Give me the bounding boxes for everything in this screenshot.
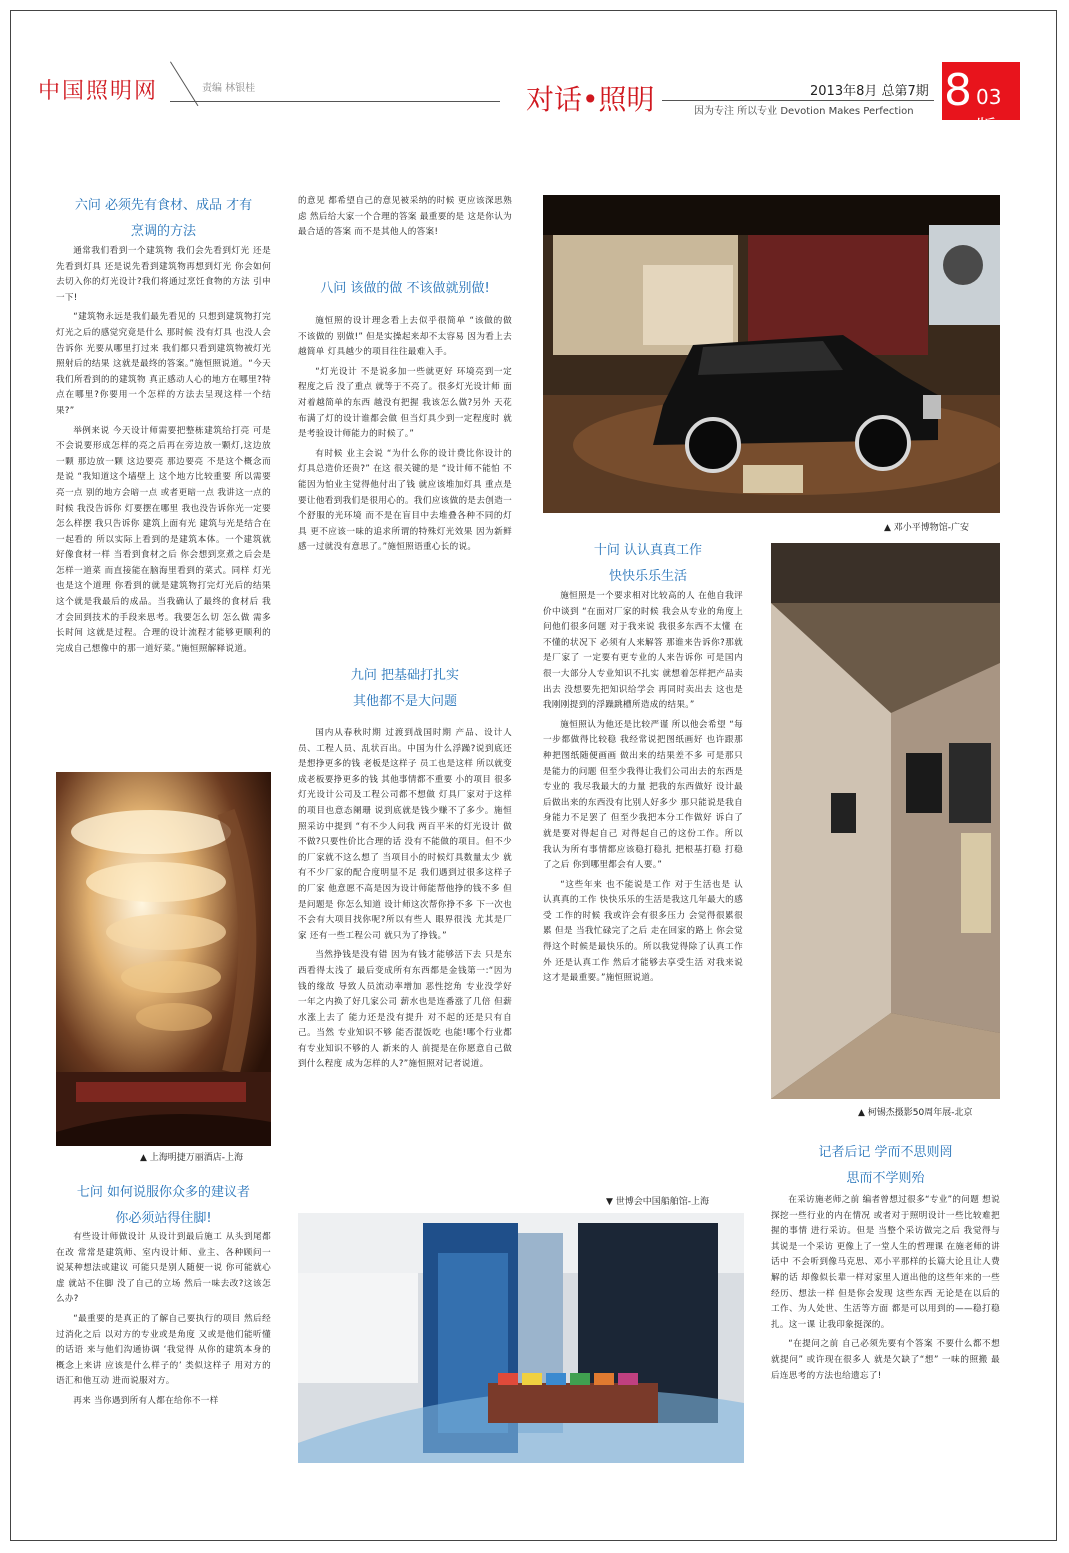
paragraph: 国内从春秋时期 过渡到战国时期 产品、设计人员、工程人员、乱状百出。中国为什么浮躁?说到底还是想挣更多的钱 老板是这样子 员工也是这样 所以就变成老板要挣更多的钱 其他事情都不重要 小的项目 很多灯光设计公司及工程公司都不想做 灯具厂家对于这样的项目也意态阑珊 说到底就是钱少赚不了多少。施恒照采访中提到 “有不少人问我 两百平米的灯光设计 做不做?只要性价比合理的话 没有不能做的项目。但不少的厂家就不这么想了 当项目小的时候灯具数量太少 就有不少厂家的配合度明显不足 我们遇到过很多这样子的厂家 他意愿不高是因为设计师能帮他挣的钱不多 但是问题是 你怎么知道 设计师这次帮你挣不多 下一次也不会有大项目找你呢?所以有些人 眼界很浅 尤其是厂家 还有一些工程公司 就只为了挣钱。” <box>298 728 512 941</box>
page-number: 8 <box>944 65 972 116</box>
photo-exhibition-hall <box>771 543 1000 1099</box>
paragraph: 施恒照是一个要求相对比较高的人 在他自我评价中谈到 “在面对厂家的时候 我会从专业的角度上问他们很多问题 对于我来说 我很多东西不太懂 在不懂的状况下 必须有人来解答 那谁来告诉你?那就是厂家了 一定要有更专业的人来告诉你 可是国内很一大部分人专业知识不扎实 就想着怎样把产品卖出去 没想要先把知识给学会 再同时卖出去 这也是我刚刚提到的浮躁跳槽所造成的结果。” <box>543 591 743 711</box>
paragraph: “最重要的是真正的了解自己要执行的项目 然后经过消化之后 以对方的专业或是角度 又或是他们能听懂的话语 来与他们沟通协调 ‘我觉得 从你的建筑本身的概念上来讲 应该是什么样子的’ 类似这样子 用对方的语汇和他互动 进而说服对方。 <box>56 1313 271 1387</box>
caption-photo-exhibition: ▲ 柯锡杰摄影50周年展-北京 <box>858 1108 973 1118</box>
page-number-badge <box>938 62 1020 139</box>
paragraph: 的意见 都希望自己的意见被采纳的时候 更应该深思熟虑 然后给大家一个合理的答案 最重要的是 这是你认为最合适的答案 而不是其他人的答案! <box>298 196 512 238</box>
photo-hotel-lobby <box>56 772 271 1146</box>
heading-postscript-line2: 思而不学则殆 <box>846 1171 925 1186</box>
heading-q7-line2: 你必须站得住脚! <box>115 1211 212 1226</box>
paragraph: 当然挣钱是没有错 因为有钱才能够活下去 只是东西看得太浅了 最后变成所有东西都是金钱第一:“因为钱的缘故 导致人员流动率增加 恶性挖角 专业没学好 一年之内换了好几家公司 薪水也是连番涨了几倍 但薪水涨上去了 能力还是没有提升 对不起的还是只有自己。当然 专业知识不够 能否混饭吃 也能!哪个行业都有专业知识不够的人 新来的人 前提是在你愿意自己做到什么程度 成为怎样的人?”施恒照对记者说道。 <box>298 950 512 1070</box>
paragraph: 再来 当你遇到所有人都在给你不一样 <box>73 1395 219 1406</box>
article-q7-continued <box>298 194 512 260</box>
heading-postscript-line1: 记者后记 学而不思则罔 <box>818 1145 953 1160</box>
page-version: 03版 <box>976 85 1002 139</box>
article-q9 <box>298 726 512 1202</box>
paragraph: 有些设计师做设计 从设计到最后施工 从头到尾都在改 常常是建筑师、室内设计师、业主、各种顾问一说某种想法或建议 可能只是别人随便一说 你可能就心虚 就站不住脚 没了自己的立场 然后一味去改?这该怎么办? <box>56 1232 271 1305</box>
photo-museum-car <box>543 195 1000 513</box>
article-q10 <box>543 589 743 1131</box>
heading-q6-line2: 烹调的方法 <box>130 224 196 239</box>
paragraph: 举例来说 今天设计师需要把整栋建筑给打亮 可是不会说要形成怎样的亮之后再在旁边放一颗灯,这边放一颗 那边放一颗 这边要亮 那边要亮 不是这个概念而是说 “我知道这个墙壁上 这个地方比较重要 所以需要亮一点 别的地方会暗一点 或者更暗一点 我讲这一点的时候 我没告诉你 灯要摆在哪里 我也没告诉你光一定要怎么样摆 我只告诉你 建筑上面有光 建筑与光是结合在一起看的 所以实际上看到的是建筑本体。一个建筑就好像食材一样 当看到食材之后 你会想到烹煮之后会是怎样一道菜 而直接能在脑海里看到的菜式。同样 灯光也是这个道理 你看到的就是建筑物打完灯光后的结果 这个就是我最后的成品。当我确认了最终的食材后 我才会回到技术的手段来思考。我要怎么切 怎么做 需多长时间 这就是过程。合理的设计流程才能够更顺利的完成自己想像中的那一道好菜。”施恒照解释说道。 <box>56 425 271 654</box>
paragraph: “灯光设计 不是说多加一些就更好 环境亮到一定程度之后 没了重点 就等于不亮了。很多灯光设计师 面对着越简单的东西 越没有把握 我该怎么做?另外 天花布满了灯的设计谁都会做 但当灯具少到一定程度时 就是考验设计师能力的时候了。” <box>298 366 512 440</box>
paragraph: 在采访施老师之前 编者曾想过很多“专业”的问题 想说探挖一些行业的内在情况 或者对于照明设计一些比较难把握的事情 进行采访。但是 当整个采访做完之后 我觉得与其说是一个采访 更像上了一堂人生的哲理课 在施老师的讲话中 不会听到像马克思、邓小平那样的长篇大论且让人费解的话 却像似长辈一样对家里人道出他的这些年来的一些经历、想法一样 但是你会发现 这些东西 无论是在以后的工作、为人处世、生活等方面 都是可以用到的——稳打稳扎。这一课 让我印象挺深的。 <box>771 1195 1000 1330</box>
paragraph: “在提问之前 自己必须先要有个答案 不要什么都不想就提问” 或许现在很多人 就是欠缺了“想” 一味的照搬 最后连思考的方法也给遗忘了! <box>771 1339 1000 1381</box>
editor-credit: 责编 林银桂 <box>202 83 256 94</box>
caption-expo-pavilion: ▼ 世博会中国船舶馆-上海 <box>606 1197 710 1207</box>
slogan: 因为专注 所以专业 Devotion Makes Perfection <box>694 106 914 117</box>
article-q7 <box>56 1230 271 1465</box>
caption-hotel: ▲ 上海明捷万丽酒店-上海 <box>140 1153 244 1163</box>
paragraph: “这些年来 也不能说是工作 对于生活也是 认认真真的工作 快快乐乐的生活是我这几年最大的感受 工作的时候 我或许会有很多压力 会觉得很累很累 但是 当我忙碌完了之后 走在回家的路上 你会觉得这个时候是最快乐的。所以我觉得除了认真工作外 还是认真工作 然后才能够去享受生活 对我来说这才是最重要。”施恒照说道。 <box>543 879 743 984</box>
header-rule-right <box>662 100 934 101</box>
heading-q9-line2: 其他都不是大问题 <box>352 694 457 709</box>
paragraph: “建筑物永远是我们最先看见的 只想到建筑物打完灯光之后的感觉究竟是什么 那时候 没有灯具 也没人会告诉你 光要从哪里打过来 我们都只看到建筑物被灯光照射后的结果 这就是最终的答案。”施恒照说道。“今天我们所看到的的建筑物 真正感动人心的地方在哪里?特点在哪里?你要用一个怎样的方法去呈现这样一个结果?” <box>56 312 271 416</box>
paragraph: 有时候 业主会说 “为什么你的设计费比你设计的灯具总造价还贵?” 在这 很关键的是 “设计师不能怕 不能因为怕业主觉得他付出了钱 就应该堆加灯具 重点是要让他看到我们是很用心的。我们应该做的是去创造一个舒服的光环境 而不是在盲目中去堆叠各种不同的灯具 更不应该一味的追求所谓的特殊灯光效果 因为新鲜感一过就没有意思了。”施恒照语重心长的说。 <box>298 448 512 553</box>
heading-q10-line2: 快快乐乐生活 <box>608 569 687 584</box>
photo-ship-pavilion <box>298 1213 744 1463</box>
header-rule-left <box>170 101 500 102</box>
heading-q7-line1: 七问 如何说服你众多的建议者 <box>76 1185 251 1200</box>
section-title: 对话•照明 <box>526 83 655 116</box>
paragraph: 通常我们看到一个建筑物 我们会先看到灯光 还是先看到灯具 还是说先看到建筑物再想到灯光 你会如何去切入你的灯光设计?我们将通过烹饪食物的方法 引申一下! <box>56 246 271 303</box>
article-q6 <box>56 244 271 766</box>
article-postscript <box>771 1193 1000 1463</box>
heading-q10-line1: 十问 认认真真工作 <box>593 543 703 558</box>
site-logo[interactable]: 中国照明网 <box>38 79 159 104</box>
paragraph: 施恒照认为他还是比较严谨 所以他会希望 “每一步都做得比较稳 我经常说把图纸画好 也许跟那种把图纸随便画画 做出来的结果差不多 可是那只是能力的问题 但至少我得让我们公司出去的东西是专业的 我尽我最大的力量 把我的东西做好 设计最后做出来的东西没有比别人好多少 那只能说是我自身能力不足罢了 但至少我把本分工作做好 诉白了 就是要对得起自己 对得起自己的这份工作。所以 我认为所有事情都应该稳打稳扎 把根基打稳 打稳了之后 你到哪里都会有人要。” <box>543 719 743 871</box>
paragraph: 施恒照的设计理念看上去似乎很简单 “该做的做 不该做的 别做!” 但是实操起来却不太容易 因为看上去越简单 灯具越少的项目往往最难入手。 <box>298 316 512 358</box>
badge-stripe <box>938 62 942 120</box>
heading-q9-line1: 九问 把基础打扎实 <box>350 668 460 683</box>
issue-info: 2013年8月 总第7期 <box>810 84 929 99</box>
heading-q8: 八问 该做的做 不该做就别做! <box>320 281 490 296</box>
heading-q6-line1: 六问 必须先有食材、成品 才有 <box>74 198 253 213</box>
caption-deng-museum: ▲ 邓小平博物馆-广安 <box>884 523 970 533</box>
article-q8 <box>298 314 512 644</box>
